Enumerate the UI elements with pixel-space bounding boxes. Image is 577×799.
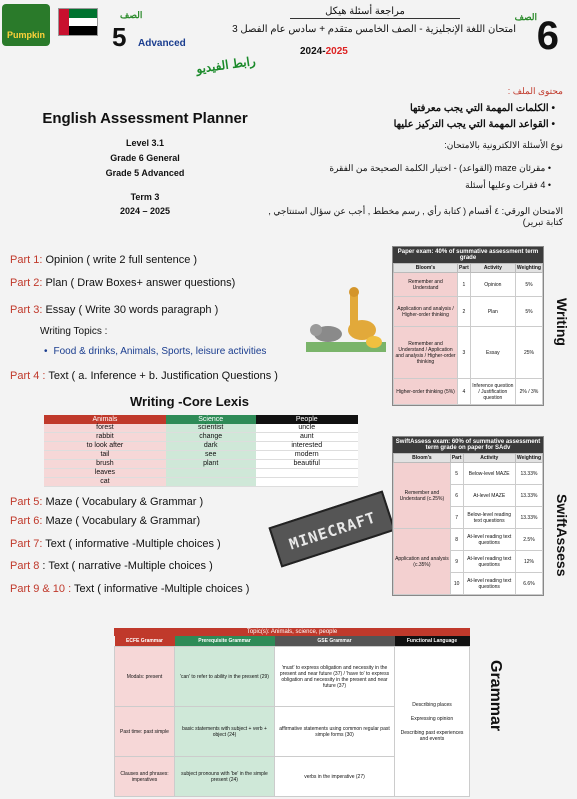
lexis-table [44,415,358,487]
lexis-cell: to look after [44,442,166,451]
part-6 [10,515,200,527]
swift-cell: Below-level reading text questions [463,507,515,529]
lexis-cell: forest [44,424,166,433]
year-part1: 2024- [300,46,326,57]
swift-cell: 5 [450,463,463,485]
planner-grade6: Grade 6 General [110,153,180,163]
video-link[interactable]: رابط الفيديو [195,53,257,77]
paper-note: الامتحان الورقي: ٤ أقسام ( كتابة رأي , رسم مخطط , أجب عن سؤال استنتاجي , كتابة تبرير) [268,206,563,227]
paper-header-blooms: Bloom's [394,264,458,273]
paper-cell: 2 [458,297,471,327]
grade5-track: Advanced [138,38,186,49]
paper-header-activity: Activity [470,264,515,273]
swift-cell: At-level reading text questions [463,529,515,551]
part-6-text: Maze ( Vocabulary & Grammar) [42,515,201,527]
grade5-label: الصف [120,10,143,20]
table-row [394,379,543,405]
swift-cell: 8 [450,529,463,551]
swift-header-part: Part [451,455,462,461]
lexis-cell: dark [166,442,256,451]
grammar-cell: Modals: present [115,647,175,707]
planner-grade5: Grade 5 Advanced [105,168,185,178]
functional-item: Describing past experiences and events [400,729,464,742]
grammar-cell: Clauses and phrases: imperatives [115,757,175,797]
table-row [44,442,358,451]
swift-cell: 9 [450,551,463,573]
paper-exam-table [392,246,544,406]
part-5-text: Maze ( Vocabulary & Grammar ) [42,496,204,508]
paper-header-weighting: Weighting [516,265,541,271]
lexis-cell: plant [166,460,256,469]
lexis-cell: rabbit [44,433,166,442]
table-row [394,327,543,379]
e-item2-text: 4 فقرات وعليها أسئلة [465,180,546,190]
part-7 [10,538,221,550]
lexis-title: Writing -Core Lexis [130,394,249,409]
swift-header-activity: Activity [463,454,515,463]
part-8 [10,560,213,572]
grammar-header-ecfe: ECFE Grammar [115,636,175,647]
table-row [44,424,358,433]
writing-topics-text: Food & drinks, Animals, Sports, leisure activities [53,346,267,357]
swift-cell: 13.33% [515,485,542,507]
paper-cell: Higher-order thinking (5%) [394,379,458,405]
contents-label: محتوى الملف : [507,86,563,96]
planner-title: English Assessment Planner [42,110,248,127]
lexis-cell: change [166,433,256,442]
lexis-cell: beautiful [256,460,358,469]
lexis-cell: leaves [44,469,166,478]
swiftassess-title: SwiftAssess exam: 60% of summative assessment term grade on paper for SAdv [393,437,543,453]
grammar-cell: Past time: past simple [115,707,175,757]
contents-item2-text: القواعد المهمة التي يجب التركيز عليها [393,119,549,130]
writing-topics-list: • Food & drinks, Animals, Sports, leisure activities [44,346,267,357]
part-4 [10,370,278,382]
grammar-side-label: Grammar [487,660,504,732]
paper-cell: Remember and Understand / Application and analysis / Higher-order thinking [394,327,458,379]
pumpkin-logo [2,4,50,46]
part-8-label: Part 8 [10,560,40,572]
grade6-number: 6 [536,14,559,58]
lexis-cell: uncle [256,424,358,433]
part-1-label: Part 1: [10,254,43,266]
planner-years: 2024 – 2025 [119,206,171,216]
lexis-cell: cat [44,478,166,487]
part-3 [10,304,218,316]
lexis-cell [256,469,358,478]
lexis-cell: brush [44,460,166,469]
part-4-text: Text ( a. Inference + b. Justification Questions ) [45,370,278,382]
swift-cell: 6 [450,485,463,507]
grammar-cell: basic statements with subject + verb + object (24) [175,707,275,757]
paper-cell: Application and analysis / Higher-order thinking [394,297,458,327]
lexis-cell [166,478,256,487]
grammar-table [114,628,470,797]
planner-level: Level 3.1 [125,138,165,148]
swift-cell: 6.6% [515,573,542,595]
contents-item2: • القواعد المهمة التي يجب التركيز عليها [393,119,555,130]
paper-exam-title: Paper exam: 40% of summative assessment term grade [393,247,543,263]
part-3-text: Essay ( Write 30 words paragraph ) [42,304,219,316]
contents-item1-text: الكلمات المهمة التي يجب معرفتها [409,103,549,114]
functional-item: Describing places [412,701,452,708]
paper-cell: 5% [515,297,542,327]
swift-cell: 13.33% [515,507,542,529]
swift-cell: At-level MAZE [463,485,515,507]
swift-cell: 13.33% [515,463,542,485]
part-2 [10,277,235,289]
paper-cell: Inference question / Justification question [470,379,515,405]
paper-cell: Opinion [470,273,515,297]
part-3-label: Part 3: [10,304,43,316]
table-row [394,297,543,327]
grammar-cell: 'must' to express obligation and necessity in the present and near future (37) / 'have to' to express obligation and necessity in the present and near future (37) [275,647,395,707]
lexis-cell: aunt [256,433,358,442]
writing-topics-label: Writing Topics : [40,326,108,337]
lexis-header-science: Science [166,415,256,424]
grammar-cell: verbs in the imperative (27) [275,757,395,797]
year-part2: 2025 [325,46,348,57]
e-item1: • مقرئان maze (القواعد) - اختيار الكلمة الصحيحة من الفقرة [329,163,551,173]
grade5-number: 5 [112,22,127,52]
swiftassess-side-label: SwiftAssess [554,494,570,577]
paper-header-part: Part [459,265,469,271]
part-9-10-text: Text ( informative -Multiple choices ) [71,583,250,595]
part-5 [10,496,203,508]
part-9-10-label: Part 9 & 10 : [10,583,72,595]
swift-cell: 10 [450,573,463,595]
paper-cell: 3 [458,327,471,379]
table-row [44,469,358,478]
paper-cell: 2% / 3% [515,379,542,405]
swift-cell: At-level reading text questions [463,551,515,573]
swift-header-weighting: Weighting [516,455,541,461]
swift-cell: Remember and Understand (c.25%) [394,463,451,529]
functional-language-cell [395,647,470,797]
swift-cell: 12% [515,551,542,573]
lexis-cell: tail [44,451,166,460]
part-1-text: Opinion ( write 2 full sentence ) [42,254,198,266]
minecraft-logo: MINECRAFT [268,490,395,567]
lexis-cell: interested [256,442,358,451]
grammar-header-gse: GSE Grammar [275,636,395,647]
paper-cell: Essay [470,327,515,379]
paper-cell: 25% [515,327,542,379]
part-1 [10,254,197,266]
swift-cell: 7 [450,507,463,529]
part-7-text: Text ( informative -Multiple choices ) [42,538,221,550]
table-row [394,463,543,485]
lexis-header-animals: Animals [44,415,166,424]
table-row [44,460,358,469]
swiftassess-table [392,436,544,596]
table-row [44,433,358,442]
grade6-label: الصف [514,12,537,22]
grammar-header-prereq: Prerequisite Grammar [175,636,275,647]
table-row [394,529,543,551]
paper-cell: Plan [470,297,515,327]
part-9-10 [10,583,249,595]
part-2-text: Plan ( Draw Boxes+ answer questions) [42,277,236,289]
part-5-label: Part 5: [10,496,43,508]
part-7-label: Part 7: [10,538,43,550]
part-6-label: Part 6: [10,515,43,527]
grammar-cell: 'can' to refer to ability in the present (29) [175,647,275,707]
writing-side-label: Writing [554,298,570,346]
lexis-cell: see [166,451,256,460]
e-item2: • 4 فقرات وعليها أسئلة [465,180,551,190]
grammar-cell: subject pronouns with 'be' in the simple present (24) [175,757,275,797]
lexis-cell: scientist [166,424,256,433]
paper-cell: 1 [458,273,471,297]
lexis-cell [166,469,256,478]
table-row [44,451,358,460]
functional-item: Expressing opinion [410,715,454,722]
logo-text: Pumpkin [6,30,45,40]
animals-illustration [306,286,386,356]
part-2-label: Part 2: [10,277,43,289]
lexis-cell [256,478,358,487]
planner-term: Term 3 [130,192,160,202]
table-row [394,273,543,297]
uae-flag-icon [58,8,98,36]
paper-cell: 5% [515,273,542,297]
paper-cell: Remember and Understand [394,273,458,297]
e-item1-text: مقرئان maze (القواعد) - اختيار الكلمة الصحيحة من الفقرة [329,163,546,173]
contents-item1: • الكلمات المهمة التي يجب معرفتها [409,103,555,114]
lexis-cell: modern [256,451,358,460]
header-divider [290,18,460,19]
lexis-header-people: People [256,415,358,424]
swift-cell: At-level reading text questions [463,573,515,595]
part-8-text: : Text ( narrative -Multiple choices ) [39,560,213,572]
table-row [44,478,358,487]
header-title-line1: مراجعة أسئلة هيكل [325,6,405,17]
swift-header-blooms: Bloom's [394,454,451,463]
table-row [115,647,470,707]
swift-cell: 2.5% [515,529,542,551]
grammar-topic: Topic(s): Animals, science, people [114,628,470,636]
paper-cell: 4 [458,379,471,405]
grammar-cell: affirmative statements using common regular past simple forms (30) [275,707,395,757]
header-year [300,46,348,57]
e-questions-label: نوع الأسئلة الالكترونية بالامتحان: [444,140,563,150]
swift-cell: Application and analysis (c.35%) [394,529,451,595]
swift-cell: Below-level MAZE [463,463,515,485]
header-title-line2: امتحان اللغة الإنجليزية - الصف الخامس متقدم + سادس عام الفصل 3 [232,24,516,35]
grammar-header-functional: Functional Language [395,636,470,647]
part-4-label: Part 4 : [10,370,46,382]
